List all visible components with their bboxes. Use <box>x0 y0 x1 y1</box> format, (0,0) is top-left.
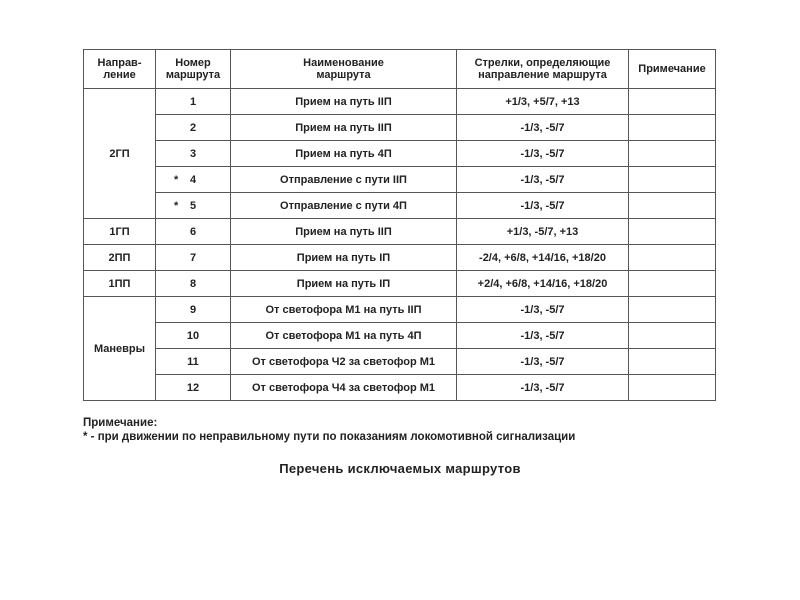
route-number-cell <box>156 245 231 271</box>
table-row <box>84 219 716 245</box>
route-name-cell: Отправление с пути IIП <box>231 167 457 193</box>
route-number-cell <box>156 141 231 167</box>
route-name-cell: От светофора М1 на путь IIП <box>231 297 457 323</box>
switches-cell: -1/3, -5/7 <box>457 193 629 219</box>
header-remark-text: Примечание <box>638 63 706 75</box>
route-number: 3 <box>189 147 197 160</box>
header-number <box>156 50 231 89</box>
route-number-cell <box>156 323 231 349</box>
route-number: 11 <box>187 355 199 368</box>
table-row <box>84 167 716 193</box>
switches-cell: -1/3, -5/7 <box>457 375 629 401</box>
route-number-wrap <box>156 382 230 394</box>
switches-cell: +2/4, +6/8, +14/16, +18/20 <box>457 271 629 297</box>
route-name-cell: От светофора Ч2 за светофор М1 <box>231 349 457 375</box>
switches-cell: +1/3, -5/7, +13 <box>457 219 629 245</box>
route-number-cell <box>156 375 231 401</box>
table-row <box>84 193 716 219</box>
remark-cell <box>629 89 716 115</box>
switches-cell: -2/4, +6/8, +14/16, +18/20 <box>457 245 629 271</box>
route-number-cell <box>156 89 231 115</box>
table-row <box>84 271 716 297</box>
route-name-cell: Прием на путь IП <box>231 271 457 297</box>
remark-cell <box>629 349 716 375</box>
remark-cell <box>629 297 716 323</box>
table-row <box>84 245 716 271</box>
route-number: 1 <box>189 95 197 108</box>
route-number-cell <box>156 219 231 245</box>
header-name-text: Наименование маршрута <box>303 57 384 81</box>
switches-cell: -1/3, -5/7 <box>457 167 629 193</box>
route-number-wrap <box>156 226 230 238</box>
route-number-wrap <box>156 174 230 186</box>
switches-cell: -1/3, -5/7 <box>457 323 629 349</box>
route-number-wrap <box>156 356 230 368</box>
route-number-wrap <box>156 96 230 108</box>
table-row <box>84 323 716 349</box>
route-number: 12 <box>186 381 200 394</box>
header-switches <box>457 50 629 89</box>
route-number-wrap <box>156 304 230 316</box>
remark-cell <box>629 219 716 245</box>
route-name-cell: Прием на путь 4П <box>231 141 457 167</box>
route-number: 6 <box>189 225 197 238</box>
switches-cell: +1/3, +5/7, +13 <box>457 89 629 115</box>
header-direction <box>84 50 156 89</box>
remark-cell <box>629 141 716 167</box>
header-switches-text: Стрелки, определяющие направление маршрута <box>474 57 611 81</box>
route-name-cell: От светофора М1 на путь 4П <box>231 323 457 349</box>
table-body <box>84 89 716 401</box>
route-number: 9 <box>189 303 197 316</box>
remark-cell <box>629 167 716 193</box>
remark-cell <box>629 115 716 141</box>
page-caption: Перечень исключаемых маршрутов <box>279 461 521 476</box>
direction-cell: 1ГП <box>84 219 156 245</box>
routes-table <box>83 49 716 401</box>
route-number-cell <box>156 271 231 297</box>
table-row <box>84 297 716 323</box>
route-number-wrap <box>156 330 230 342</box>
route-number: 5 <box>189 199 197 212</box>
header-direction-text: Направ- ление <box>97 57 142 81</box>
route-number-wrap <box>156 278 230 290</box>
remark-cell <box>629 323 716 349</box>
route-name-cell: Отправление с пути 4П <box>231 193 457 219</box>
table-row <box>84 349 716 375</box>
route-name-cell: Прием на путь IIП <box>231 89 457 115</box>
direction-cell: Маневры <box>84 297 156 401</box>
route-name-cell: Прием на путь IIП <box>231 115 457 141</box>
header-remark <box>629 50 716 89</box>
route-number: 4 <box>189 173 197 186</box>
remark-cell <box>629 193 716 219</box>
note-label: Примечание: <box>83 417 158 429</box>
direction-cell: 1ПП <box>84 271 156 297</box>
note-text: * - при движении по неправильному пути по показаниям локомотивной сигнализации <box>83 431 576 443</box>
route-number: 2 <box>189 121 197 134</box>
route-number-wrap <box>156 122 230 134</box>
route-name-cell: От светофора Ч4 за светофор М1 <box>231 375 457 401</box>
switches-cell: -1/3, -5/7 <box>457 349 629 375</box>
note-block <box>83 416 743 444</box>
remark-cell <box>629 245 716 271</box>
route-name-cell: Прием на путь IП <box>231 245 457 271</box>
switches-cell: -1/3, -5/7 <box>457 141 629 167</box>
table-row <box>84 141 716 167</box>
table-row <box>84 89 716 115</box>
route-number-cell <box>156 193 231 219</box>
route-number-wrap <box>156 200 230 212</box>
table-header <box>84 50 716 89</box>
route-number-cell <box>156 297 231 323</box>
table-row <box>84 115 716 141</box>
remark-cell <box>629 375 716 401</box>
footnote-star: * <box>174 173 179 186</box>
route-number-wrap <box>156 252 230 264</box>
route-number-wrap <box>156 148 230 160</box>
route-number-cell <box>156 167 231 193</box>
remark-cell <box>629 271 716 297</box>
footnote-star: * <box>174 199 179 212</box>
direction-cell: 2ПП <box>84 245 156 271</box>
route-number: 8 <box>189 277 197 290</box>
table-row <box>84 375 716 401</box>
route-number: 10 <box>186 329 200 342</box>
direction-cell: 2ГП <box>84 89 156 219</box>
route-number-cell <box>156 115 231 141</box>
header-row <box>84 50 716 89</box>
route-number-cell <box>156 349 231 375</box>
header-name <box>231 50 457 89</box>
route-number: 7 <box>189 251 197 264</box>
route-name-cell: Прием на путь IIП <box>231 219 457 245</box>
switches-cell: -1/3, -5/7 <box>457 115 629 141</box>
switches-cell: -1/3, -5/7 <box>457 297 629 323</box>
header-number-text: Номер маршрута <box>165 57 221 81</box>
